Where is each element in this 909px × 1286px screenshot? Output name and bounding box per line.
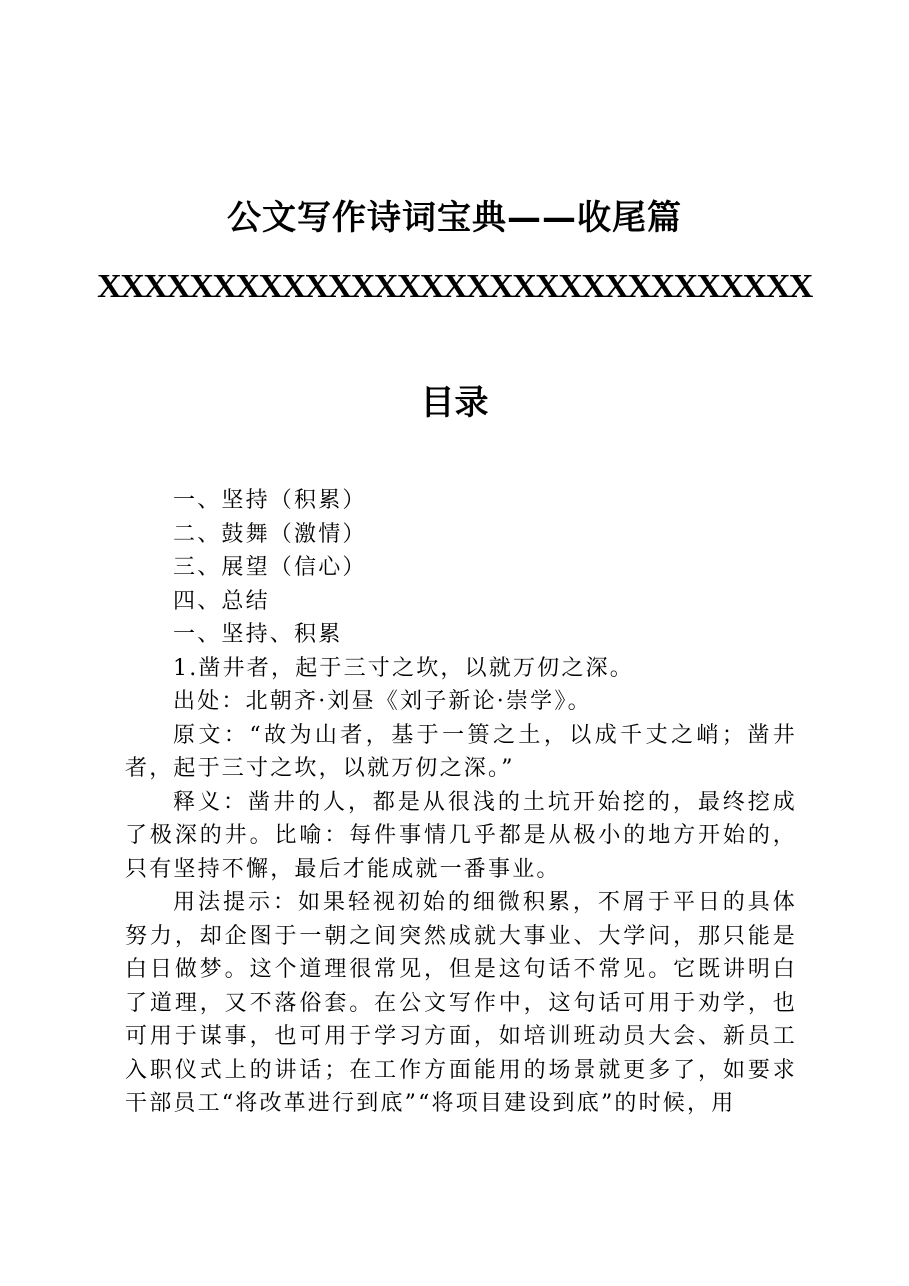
toc-heading: 目录 — [420, 383, 489, 423]
toc-item-3: 三、展望（信心） — [173, 555, 367, 580]
toc-item-1: 一、坚持（积累） — [173, 488, 367, 513]
quote-title: 1.凿井者，起于三寸之坎，以就万仞之深。 — [173, 655, 634, 681]
quote-source: 出处：北朝齐·刘昼《刘子新论·崇学》。 — [173, 689, 592, 714]
quote-meaning: 释义：凿井的人，都是从很浅的土坑开始挖的，最终挖成了极深的井。比喻：每件事情几乎都是从极小的地方开始的，只有坚持不懈，最后才能成就一番事业。 — [125, 789, 797, 882]
section-heading: 一、坚持、积累 — [173, 622, 343, 647]
document-subtitle: XXXXXXXXXXXXXXXXXXXXXXXXXXXXXXX — [97, 268, 812, 305]
document-body — [125, 484, 797, 1121]
toc-item-4: 四、总结 — [173, 588, 270, 614]
quote-usage: 用法提示：如果轻视初始的细微积累，不屑于平日的具体努力，却企图于一朝之间突然成就大事业、大学问，那只能是白日做梦。这个道理很常见，但是这句话不常见。它既讲明白了道理，又不落俗套。在公文写作中，这句话可用于劝学，也可用于谋事，也可用于学习方面，如培训班动员大会、新员工入职仪式上的讲话；在工作方面能用的场景就更多了，如要求干部员工“将改革进行到底”“将项目建设到底”的时候，用 — [125, 890, 797, 1116]
toc-item-2: 二、鼓舞（激情） — [173, 521, 367, 547]
quote-original: 原文：“故为山者，基于一篑之土，以成千丈之峭；凿井者，起于三寸之坎，以就万仞之深。” — [125, 722, 797, 781]
document-title: 公文写作诗词宝典——收尾篇 — [227, 198, 682, 238]
